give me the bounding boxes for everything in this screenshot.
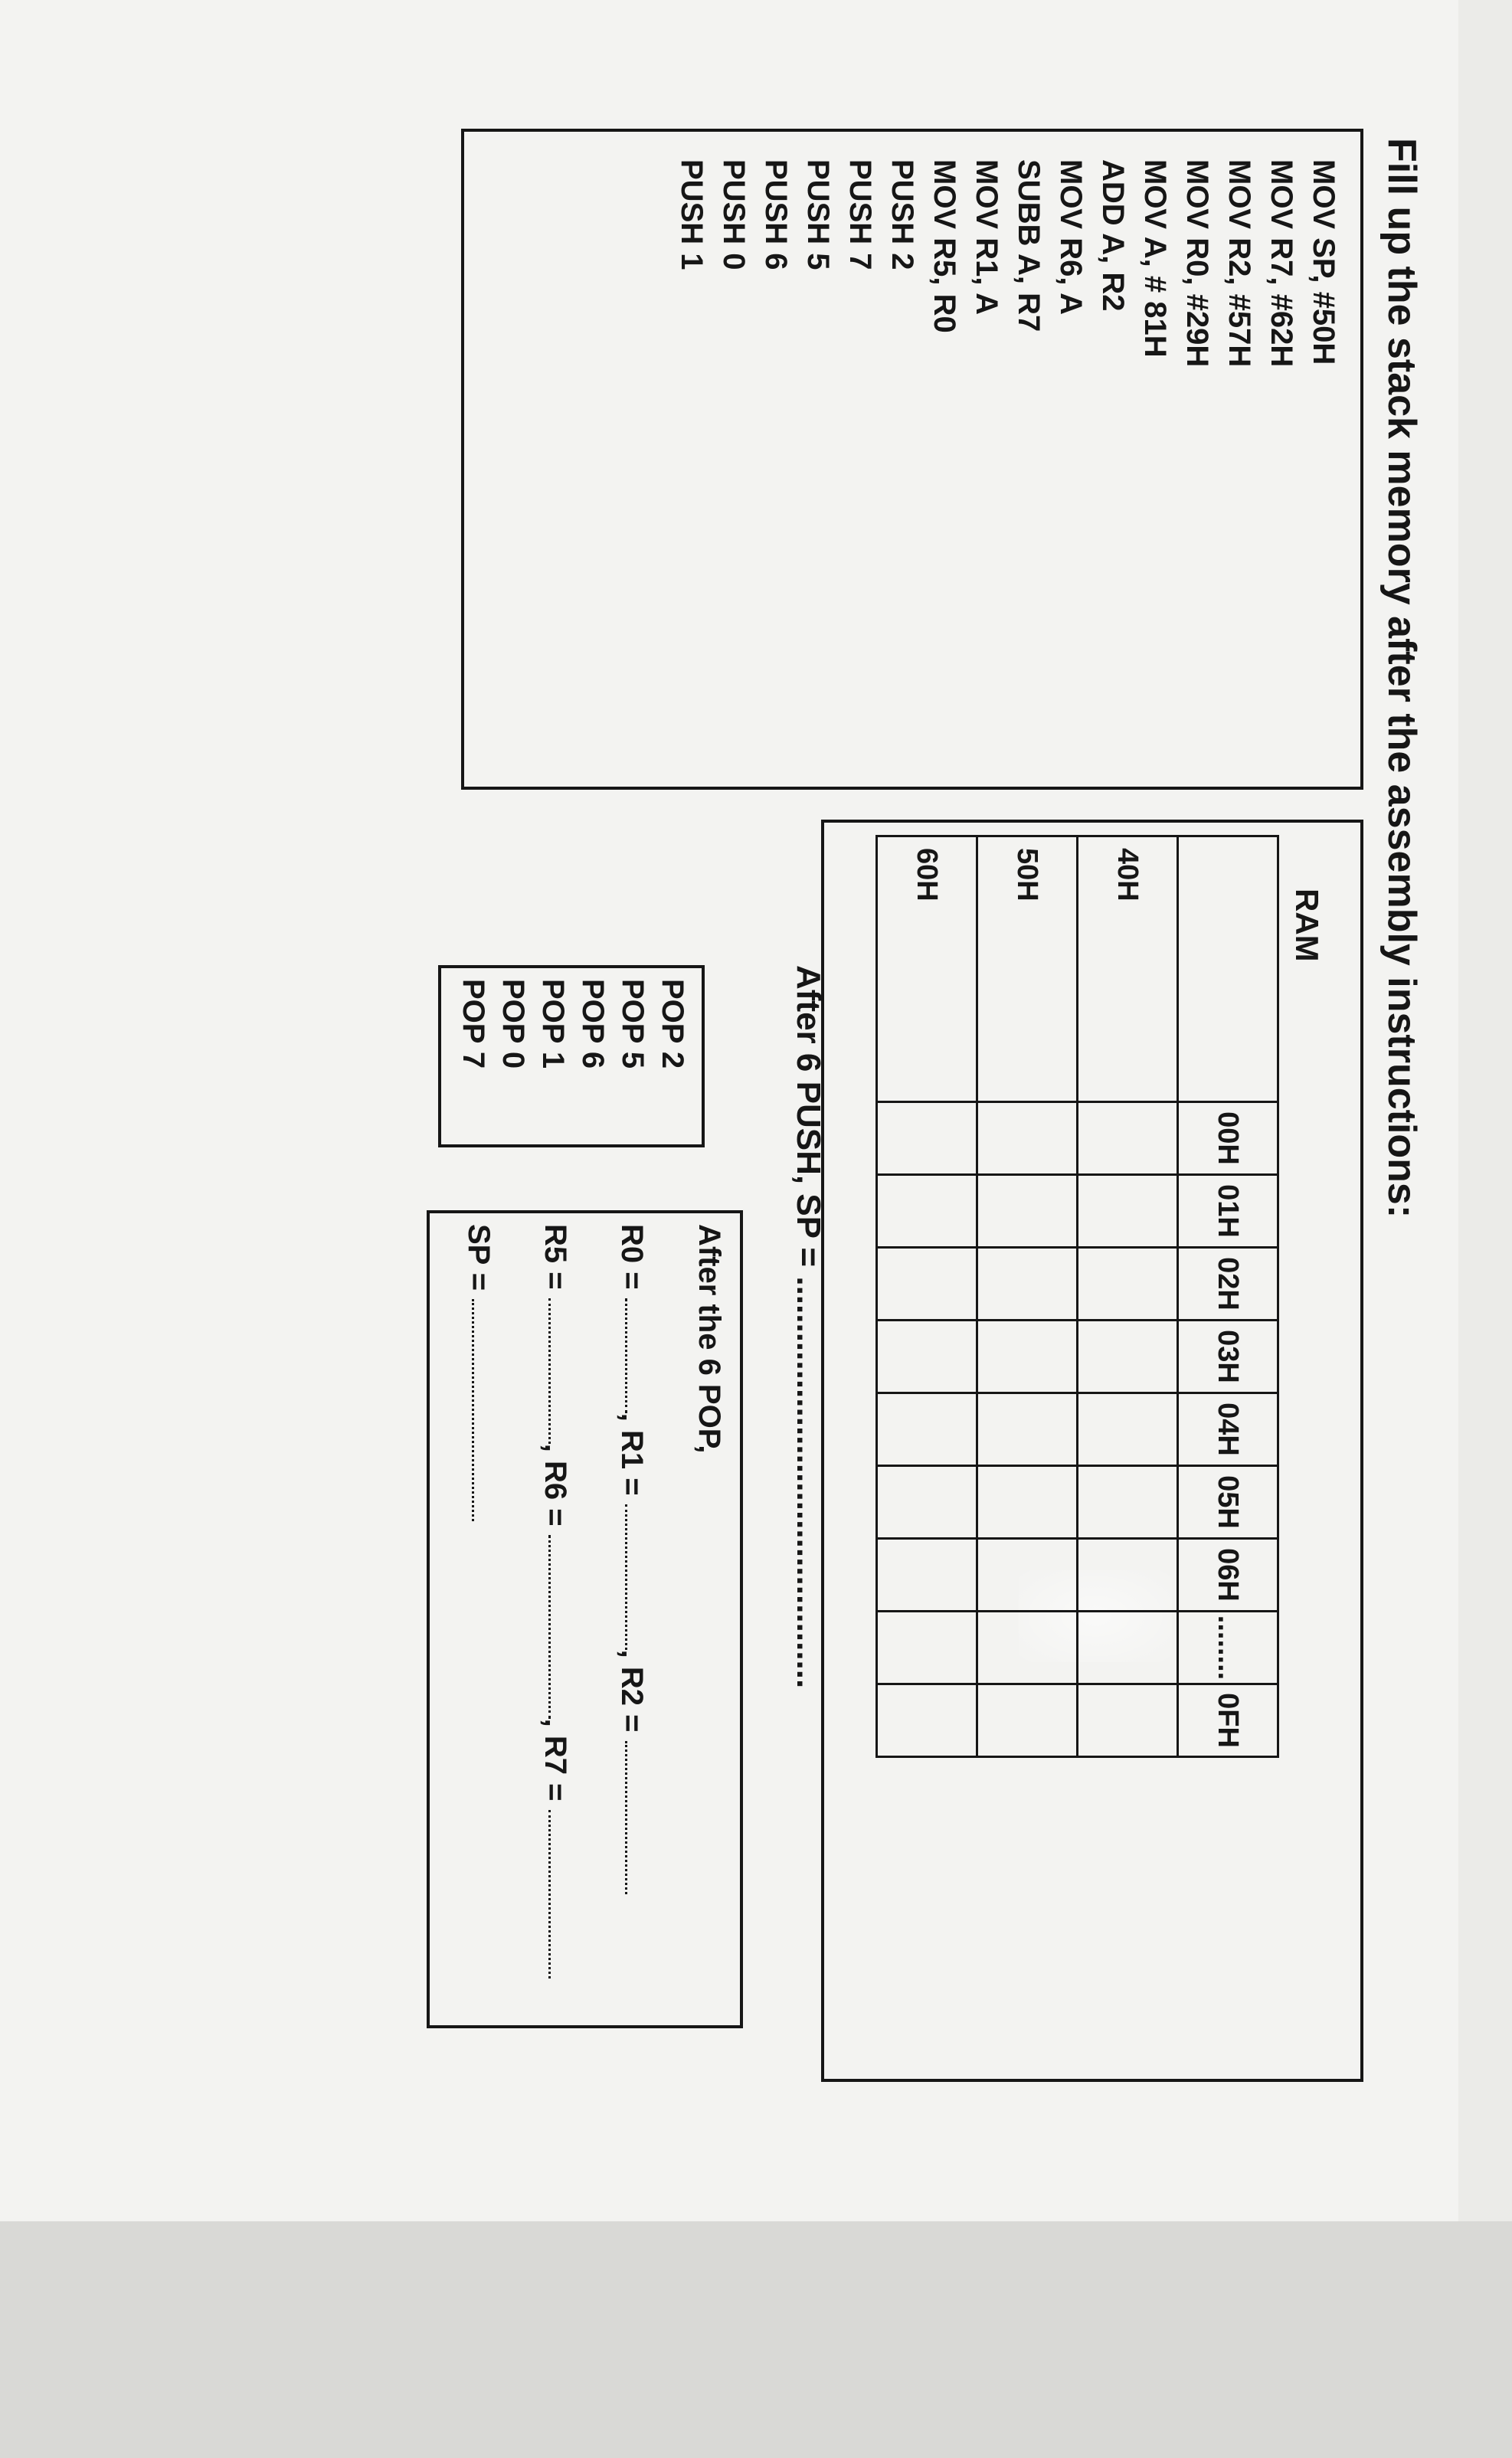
pop-instruction-line: POP 2 bbox=[656, 979, 689, 1069]
results-heading: After the 6 POP, bbox=[692, 1224, 726, 1454]
results-line-sp bbox=[459, 1224, 499, 1521]
ram-column-header: 0FH bbox=[1178, 1684, 1278, 1757]
instruction-line: MOV A, # 81H bbox=[1138, 159, 1172, 358]
sp-label: SP = bbox=[462, 1224, 496, 1300]
sp-after-pop-blank[interactable] bbox=[472, 1299, 482, 1521]
r0-blank[interactable] bbox=[625, 1298, 635, 1413]
ram-memory-cell[interactable] bbox=[1078, 1466, 1178, 1539]
r6-blank[interactable] bbox=[548, 1535, 558, 1719]
r2-label: , R2 = bbox=[615, 1649, 649, 1741]
ram-memory-cell[interactable] bbox=[877, 1684, 977, 1757]
ram-memory-cell[interactable] bbox=[1078, 1612, 1178, 1684]
ram-row-header: 50H bbox=[977, 836, 1078, 1102]
ram-column-header: 02H bbox=[1178, 1248, 1278, 1321]
ram-memory-cell[interactable] bbox=[877, 1612, 977, 1684]
ram-memory-cell[interactable] bbox=[877, 1321, 977, 1393]
ram-column-header: 04H bbox=[1178, 1393, 1278, 1466]
ram-column-header: 00H bbox=[1178, 1102, 1278, 1175]
worksheet bbox=[77, 0, 1455, 2068]
ram-memory-cell[interactable] bbox=[1078, 1248, 1178, 1321]
r6-label: , R6 = bbox=[538, 1443, 572, 1535]
ram-memory-cell[interactable] bbox=[1078, 1175, 1178, 1248]
instruction-line: MOV R1, A bbox=[970, 159, 1003, 315]
ram-memory-cell[interactable] bbox=[877, 1175, 977, 1248]
results-line-r5-r6-r7 bbox=[535, 1224, 575, 1979]
ram-column-header: 06H bbox=[1178, 1539, 1278, 1612]
ram-memory-cell[interactable] bbox=[877, 1102, 977, 1175]
pop-instruction-line: POP 1 bbox=[536, 979, 570, 1069]
ram-column-header: 05H bbox=[1178, 1466, 1278, 1539]
sp-after-push-blank[interactable]: ............................................ bbox=[790, 1276, 827, 1689]
instruction-line: MOV R6, A bbox=[1054, 159, 1088, 315]
ram-memory-cell[interactable] bbox=[977, 1684, 1078, 1757]
pop-instruction-line: POP 7 bbox=[457, 979, 490, 1069]
instruction-line: PUSH 1 bbox=[675, 159, 709, 270]
r5-blank[interactable] bbox=[548, 1298, 558, 1444]
ram-memory-cell[interactable] bbox=[977, 1102, 1078, 1175]
instruction-line: MOV SP, #50H bbox=[1307, 159, 1340, 365]
after-push-label: After 6 PUSH, SP = bbox=[790, 965, 827, 1277]
ram-memory-cell[interactable] bbox=[877, 1466, 977, 1539]
instruction-line: SUBB A, R7 bbox=[1012, 159, 1046, 332]
r1-blank[interactable] bbox=[625, 1504, 635, 1650]
instruction-line: MOV R5, R0 bbox=[928, 159, 961, 333]
ram-memory-cell[interactable] bbox=[877, 1393, 977, 1466]
instruction-line: ADD A, R2 bbox=[1096, 159, 1130, 312]
r1-label: , R1 = bbox=[615, 1412, 649, 1504]
instruction-line: PUSH 7 bbox=[843, 159, 877, 270]
worksheet-title: Fill up the stack memory after the assembly instructions: bbox=[1379, 138, 1424, 1219]
r5-label: R5 = bbox=[538, 1224, 572, 1298]
ram-memory-cell[interactable] bbox=[1078, 1393, 1178, 1466]
ram-memory-cell[interactable] bbox=[977, 1248, 1078, 1321]
after-push-line bbox=[789, 965, 827, 1688]
instruction-line: MOV R2, #57H bbox=[1222, 159, 1256, 368]
ram-memory-cell[interactable] bbox=[877, 1248, 977, 1321]
r2-blank[interactable] bbox=[625, 1741, 635, 1894]
pop-instructions-box bbox=[438, 965, 705, 1147]
desk-surface bbox=[0, 2221, 1512, 2458]
ram-column-header: 01H bbox=[1178, 1175, 1278, 1248]
ram-corner-cell bbox=[1178, 836, 1278, 1102]
instruction-line: PUSH 2 bbox=[885, 159, 919, 270]
pop-instruction-line: POP 0 bbox=[496, 979, 530, 1069]
instruction-line: PUSH 5 bbox=[801, 159, 835, 270]
ram-memory-cell[interactable] bbox=[1078, 1102, 1178, 1175]
ram-table bbox=[875, 835, 1279, 1758]
ram-memory-cell[interactable] bbox=[977, 1321, 1078, 1393]
pop-instruction-line: POP 5 bbox=[616, 979, 650, 1069]
instruction-line: MOV R0, #29H bbox=[1180, 159, 1214, 368]
ram-memory-cell[interactable] bbox=[977, 1175, 1078, 1248]
r7-label: , R7 = bbox=[538, 1718, 572, 1810]
ram-row-header: 40H bbox=[1078, 836, 1178, 1102]
instruction-line: PUSH 0 bbox=[717, 159, 751, 270]
ram-memory-cell[interactable] bbox=[977, 1393, 1078, 1466]
ram-row-header: 60H bbox=[877, 836, 977, 1102]
r0-label: R0 = bbox=[615, 1224, 649, 1298]
r7-blank[interactable] bbox=[548, 1810, 558, 1979]
results-line-r0-r1-r2 bbox=[612, 1224, 652, 1894]
ram-memory-cell[interactable] bbox=[977, 1612, 1078, 1684]
pop-instruction-line: POP 6 bbox=[576, 979, 610, 1069]
instruction-line: PUSH 6 bbox=[759, 159, 793, 270]
ram-column-header: ........ bbox=[1178, 1612, 1278, 1684]
ram-memory-cell[interactable] bbox=[1078, 1321, 1178, 1393]
ram-column-header: 03H bbox=[1178, 1321, 1278, 1393]
ram-memory-cell[interactable] bbox=[977, 1539, 1078, 1612]
ram-memory-cell[interactable] bbox=[877, 1539, 977, 1612]
results-box bbox=[427, 1210, 743, 2028]
instruction-line: MOV R7, #62H bbox=[1265, 159, 1298, 368]
ram-memory-cell[interactable] bbox=[1078, 1539, 1178, 1612]
instructions-box bbox=[461, 129, 1363, 790]
ram-memory-cell[interactable] bbox=[977, 1466, 1078, 1539]
ram-memory-cell[interactable] bbox=[1078, 1684, 1178, 1757]
ram-label: RAM bbox=[1289, 889, 1325, 962]
